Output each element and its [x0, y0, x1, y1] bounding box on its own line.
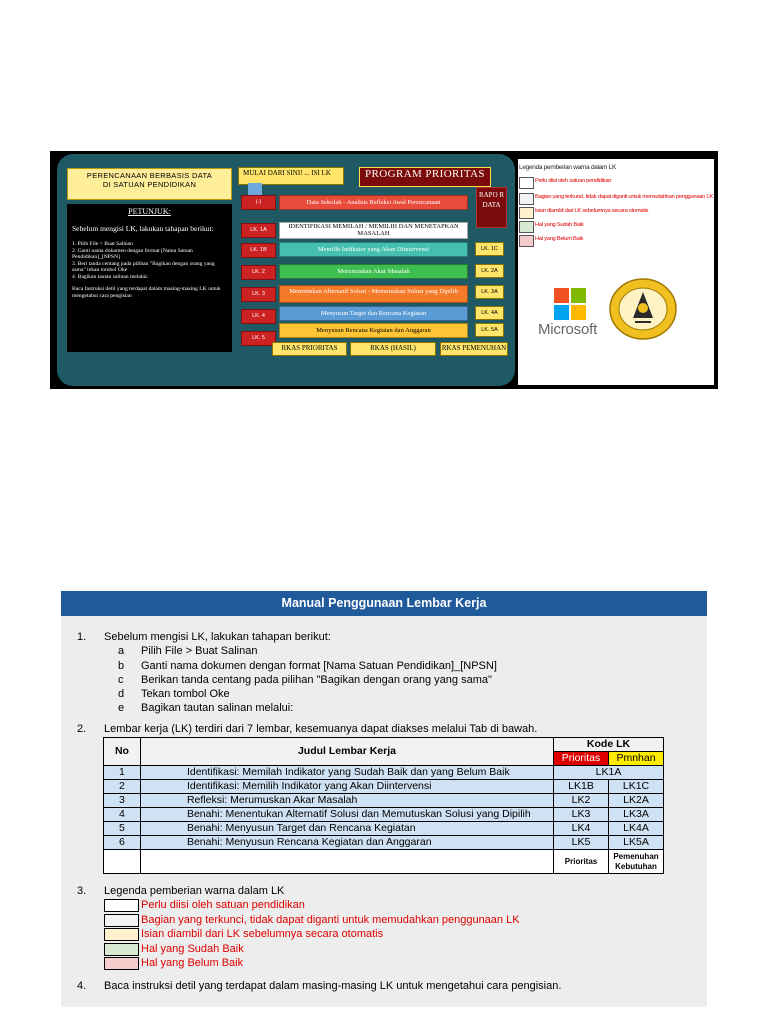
lk-bar[interactable]: Menentukan Alternatif Solusi - Memutuskan Solusi yang Dipilih — [279, 285, 468, 303]
legend-item — [104, 898, 524, 912]
petunjuk-step: 3. Beri tanda centang pada pilihan "Bagikan dengan orang yang sama" tekan tombol Oke — [72, 260, 215, 274]
row-title: Identifikasi: Memilih Indikator yang Akan Diintervensi — [140, 780, 553, 794]
table-footer-row — [104, 850, 664, 874]
table-row — [104, 822, 664, 836]
legend-text: Perlu diisi oleh satuan pendidikan — [535, 178, 612, 184]
microsoft-wordmark: Microsoft — [538, 321, 598, 338]
lk-bar[interactable]: Memilih Indikator yang Akan Diintervensi — [279, 242, 468, 257]
legend-item — [519, 193, 715, 206]
legend-swatch — [104, 957, 139, 970]
sub-text: Pilih File > Buat Salinan — [141, 645, 258, 657]
legend-text: Hal yang Sudah Baik — [141, 943, 244, 955]
item-number: 2. — [77, 723, 87, 735]
item-text: Legenda pemberian warna dalam LK — [104, 885, 285, 897]
sub-letter: c — [118, 674, 124, 686]
table-row — [104, 836, 664, 850]
legend-text: Hal yang Sudah Baik — [535, 222, 584, 228]
table-row — [104, 780, 664, 794]
legend-panel — [518, 159, 714, 385]
sub-text: Tekan tombol Oke — [141, 688, 230, 700]
row-no: 4 — [104, 808, 141, 822]
row-no: 1 — [104, 766, 141, 780]
legend-item — [104, 927, 524, 941]
row-no: 6 — [104, 836, 141, 850]
legend-swatch — [519, 221, 534, 233]
microsoft-logo-icon — [540, 288, 590, 324]
footer-empty — [104, 850, 141, 874]
legend-text: Isian diambil dari LK sebelumnya secara otomatis — [141, 928, 384, 940]
col-title-header: Judul Lembar Kerja — [140, 738, 553, 766]
row-code: LK1A — [554, 766, 664, 780]
legend-text: Bagian yang terkunci, tidak dapat diganti untuk memudahkan penggunaan LK — [535, 194, 713, 200]
legend-text: Bagian yang terkunci, tidak dapat diganti untuk memudahkan penggunaan LK — [141, 914, 520, 926]
lk-code-button[interactable]: LK. 1C — [475, 242, 504, 256]
sub-prioritas-header: Prioritas — [554, 752, 609, 766]
legend-swatch — [519, 235, 534, 247]
sub-text: Bagikan tautan salinan melalui: — [141, 702, 294, 714]
item-text: Sebelum mengisi LK, lakukan tahapan berikut: — [104, 631, 331, 643]
row-no: 5 — [104, 822, 141, 836]
petunjuk-step: 4. Bagikan tautan salinan melalui: — [72, 273, 149, 280]
petunjuk-step: 2. Ganti nama dokumen dengan format [Nama Satuan Pendidikan]_[NPSN] — [72, 247, 193, 261]
petunjuk-step: 1. Pilih File > Buat Salinan — [72, 241, 133, 247]
legend-swatch — [519, 177, 534, 189]
program-prioritas-button[interactable]: PROGRAM PRIORITAS — [359, 167, 491, 187]
row-code-prioritas: LK3 — [554, 808, 609, 822]
legend-item — [519, 235, 715, 248]
row-no: 3 — [104, 794, 141, 808]
footer-pemenuhan: Pemenuhan Kebutuhan — [608, 850, 663, 874]
legend-item — [104, 956, 524, 970]
row-title: Identifikasi: Memilah Indikator yang Sudah Baik dan yang Belum Baik — [140, 766, 553, 780]
item-number: 4. — [77, 980, 87, 992]
arrow-down-icon — [248, 183, 262, 195]
lk-button[interactable]: LK. 2 — [241, 265, 276, 280]
lk-button[interactable]: (-) — [241, 195, 276, 210]
row-code-pemenuhan: LK2A — [608, 794, 663, 808]
sub-letter: d — [118, 688, 125, 700]
petunjuk-box — [67, 204, 232, 352]
petunjuk-intro: Sebelum mengisi LK, lakukan tahapan berikut: — [72, 224, 214, 233]
lk-bar[interactable]: Menyusun Rencana Kegiatan dan Anggaran — [279, 323, 468, 338]
row-code-prioritas: LK1B — [554, 780, 609, 794]
item-number: 3. — [77, 885, 87, 897]
row-code-pemenuhan: LK5A — [608, 836, 663, 850]
lk-button[interactable]: LK. 4 — [241, 309, 276, 324]
lk-bar[interactable]: IDENTIFIKASI MEMILAH / MEMILIH DAN MENETAPKAN MASALAH — [279, 222, 468, 239]
legend-heading: Legenda pemberian warna dalam LK — [519, 164, 616, 171]
mulai-label: MULAI DARI SINI! ... ISI LK — [238, 167, 344, 185]
legend-item — [519, 177, 715, 190]
row-code-pemenuhan: LK3A — [608, 808, 663, 822]
legend-item — [519, 221, 715, 234]
item-number: 1. — [77, 631, 87, 643]
row-title: Refleksi: Merumuskan Akar Masalah — [140, 794, 553, 808]
legend-text: Isian diambil dari LK sebelumnya secara otomatis — [535, 208, 649, 214]
manual-title: Manual Penggunaan Lembar Kerja — [61, 591, 707, 616]
lk-button[interactable]: LK. 3 — [241, 287, 276, 302]
rapor-data-button[interactable]: RAPO R DATA — [476, 187, 507, 228]
sub-text: Ganti nama dokumen dengan format [Nama Satuan Pendidikan]_[NPSN] — [141, 660, 497, 672]
association-seal-icon — [609, 278, 677, 340]
lk-button[interactable]: LK. 5 — [241, 331, 276, 346]
petunjuk-heading: PETUNJUK: — [128, 207, 171, 216]
legend-swatch — [104, 899, 139, 912]
lk-code-button[interactable]: LK. 3A — [475, 285, 504, 299]
legend-text: Hal yang Belum Baik — [535, 236, 584, 242]
table-row — [104, 766, 664, 780]
item-text: Lembar kerja (LK) terdiri dari 7 lembar, kesemuanya dapat diakses melalui Tab di bawah. — [104, 723, 538, 735]
row-code-pemenuhan: LK1C — [608, 780, 663, 794]
lk-code-button[interactable]: LK. 4A — [475, 306, 504, 320]
lk-bar[interactable]: Menyusun Target dan Rencana Kegiatan — [279, 306, 468, 321]
legend-swatch — [104, 914, 139, 927]
lk-table — [103, 737, 664, 874]
dashboard-title: PERENCANAAN BERBASIS DATA DI SATUAN PENDIDIKAN — [67, 168, 232, 200]
sub-pemenuhan-header: Pmnhan — [608, 752, 663, 766]
legend-item — [519, 207, 715, 220]
legend-text: Hal yang Belum Baik — [141, 957, 244, 969]
legend-text: Perlu diisi oleh satuan pendidikan — [141, 899, 305, 911]
table-row — [104, 808, 664, 822]
row-code-prioritas: LK5 — [554, 836, 609, 850]
row-code-pemenuhan: LK4A — [608, 822, 663, 836]
lk-button[interactable]: LK. 1B — [241, 243, 276, 258]
col-kode-header: Kode LK — [554, 738, 664, 752]
row-title: Benahi: Menyusun Target dan Rencana Kegiatan — [140, 822, 553, 836]
sub-text: Berikan tanda centang pada pilihan "Bagikan dengan orang yang sama" — [141, 674, 492, 686]
table-row — [104, 794, 664, 808]
legend-swatch — [519, 193, 534, 205]
legend-item — [104, 942, 524, 956]
col-no-header: No — [104, 738, 141, 766]
lk-code-button[interactable]: LK. 5A — [475, 323, 504, 337]
item-text: Baca instruksi detil yang terdapat dalam masing-masing LK untuk mengetahui cara pengisian. — [104, 980, 562, 992]
lk-bar[interactable]: Data Sekolah - Analisis Refleksi Awal Perencanaan — [279, 195, 468, 210]
row-code-prioritas: LK4 — [554, 822, 609, 836]
sub-letter: a — [118, 645, 125, 657]
lk-bar[interactable]: Merumuskan Akar Masalah — [279, 264, 468, 279]
legend-item — [104, 913, 524, 927]
petunjuk-closing: Baca Instruksi detil yang terdapat dalam masing-masing LK untuk mengetahui cara pengisian — [72, 286, 221, 299]
legend-swatch — [519, 207, 534, 219]
rkas-hasil-button[interactable]: RKAS (HASIL) — [350, 342, 436, 356]
lk-button[interactable]: LK. 1A — [241, 223, 276, 238]
sub-letter: e — [118, 702, 125, 714]
footer-prioritas: Prioritas — [554, 850, 609, 874]
row-title: Benahi: Menentukan Alternatif Solusi dan Memutuskan Solusi yang Dipilih — [140, 808, 553, 822]
legend-swatch — [104, 943, 139, 956]
sub-letter: b — [118, 660, 125, 672]
footer-empty — [140, 850, 553, 874]
row-no: 2 — [104, 780, 141, 794]
row-title: Benahi: Menyusun Rencana Kegiatan dan Anggaran — [140, 836, 553, 850]
row-code-prioritas: LK2 — [554, 794, 609, 808]
lk-code-button[interactable]: LK. 2A — [475, 264, 504, 278]
legend-swatch — [104, 928, 139, 941]
rkas-pemenuhan-button[interactable]: RKAS PEMENUHAN — [440, 342, 508, 356]
rkas-prioritas-button[interactable]: RKAS PRIORITAS — [272, 342, 347, 356]
